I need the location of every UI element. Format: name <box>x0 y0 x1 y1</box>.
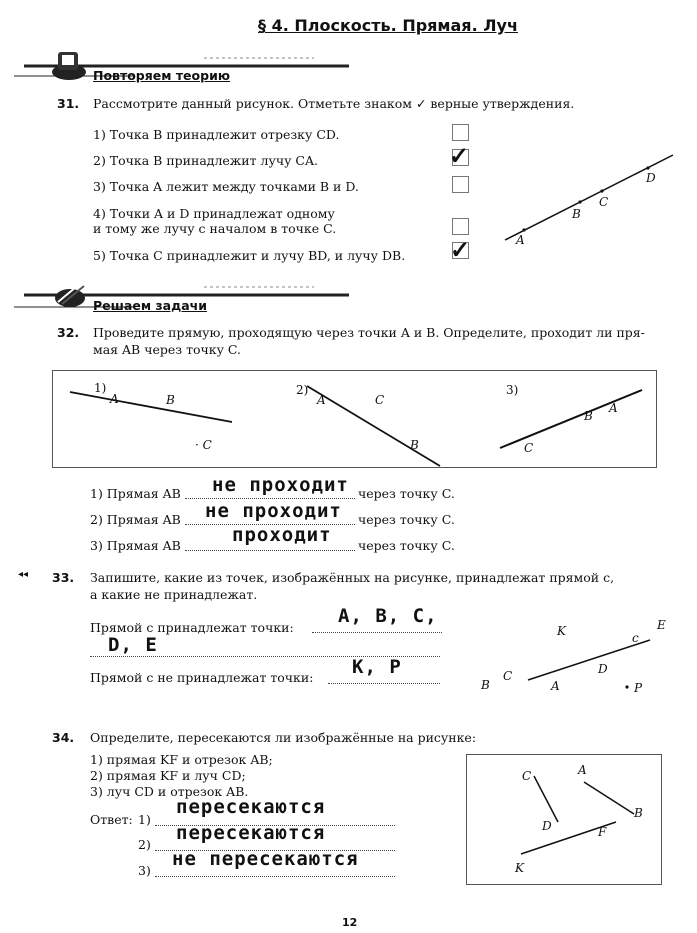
label-C: C <box>503 669 513 683</box>
task32-answer-2-prefix: 2) Прямая AB <box>90 512 181 527</box>
task34-number: 34. <box>52 730 75 745</box>
task33-belong-label: Прямой c принадлежат точки: <box>90 620 294 635</box>
label-F: F <box>598 825 607 839</box>
page-number: 12 <box>342 916 358 929</box>
task31-statement-4b: и тому же лучу с началом в точке C. <box>93 221 337 236</box>
task34-item-2: 2) прямая KF и луч CD; <box>90 768 246 783</box>
task33-prompt-1: Запишите, какие из точек, изображённых на рисунке, принадлежат прямой c, <box>90 570 615 585</box>
fig1-B: B <box>166 393 175 407</box>
label-K: K <box>515 861 524 875</box>
ray-CD <box>534 776 558 822</box>
label-c: c <box>632 631 639 645</box>
task32-answer-2-suffix: через точку C. <box>358 512 455 527</box>
point-C <box>600 189 603 192</box>
fig1-A: A <box>110 392 119 406</box>
checkbox-3[interactable] <box>452 176 469 193</box>
label-E: E <box>657 618 666 632</box>
fig1-label: 1) <box>94 381 107 395</box>
fig2-B: B <box>410 438 419 452</box>
task34-answer-2-num: 2) <box>138 837 151 852</box>
fig3-B: B <box>584 409 593 423</box>
task32-answer-3-handwritten: проходит <box>232 524 332 546</box>
label-B: B <box>481 678 490 692</box>
line-c <box>528 640 650 680</box>
book-icon <box>50 46 88 86</box>
task34-answer-line-3[interactable] <box>155 876 395 877</box>
label-D: D <box>542 819 552 833</box>
point-B <box>578 200 581 203</box>
task32-prompt-2: мая AB через точку C. <box>93 342 242 357</box>
not-belong-line[interactable] <box>328 683 440 684</box>
point-D <box>646 166 649 169</box>
task32-answer-1-handwritten: не проходит <box>212 474 349 496</box>
checkbox-1[interactable] <box>452 124 469 141</box>
task33-number: 33. <box>52 570 75 585</box>
task34-answer-1-num: 1) <box>138 812 151 827</box>
task31-number: 31. <box>57 96 80 111</box>
task31-prompt: Рассмотрите данный рисунок. Отметьте знаком ✓ верные утверждения. <box>93 96 575 111</box>
fig1-C: · C <box>195 438 212 452</box>
label-B: B <box>634 806 643 820</box>
task34-answer-3-num: 3) <box>138 863 151 878</box>
label-P: P <box>634 681 643 695</box>
task33-figure <box>470 612 685 707</box>
answer-line-1[interactable] <box>185 498 355 499</box>
task34-answer-3-handwritten: не пересекаются <box>172 848 359 870</box>
task32-answer-3-suffix: через точку C. <box>358 538 455 553</box>
label-B: B <box>572 207 581 221</box>
belong-line-1[interactable] <box>312 632 442 633</box>
task33-belong-handwritten-1: A, B, C, <box>338 605 438 627</box>
task34-item-3: 3) луч CD и отрезок AB. <box>90 784 249 799</box>
fig2-A: A <box>317 393 326 407</box>
label-C: C <box>522 769 532 783</box>
task32-answer-3-prefix: 3) Прямая AB <box>90 538 181 553</box>
task31-statement-5: 5) Точка C принадлежит и лучу BD, и лучу DB. <box>93 248 406 263</box>
task31-figure <box>490 140 690 260</box>
task32-number: 32. <box>57 325 80 340</box>
section-theory-label: Повторяем теорию <box>93 68 230 83</box>
task34-answer-label: Ответ: <box>90 812 133 827</box>
label-C: C <box>599 195 609 209</box>
label-A: A <box>516 233 525 247</box>
task34-answer-1-handwritten: пересекаются <box>176 796 326 818</box>
fig3-C: C <box>524 441 534 455</box>
task31-statement-1: 1) Точка B принадлежит отрезку CD. <box>93 127 340 142</box>
label-D: D <box>598 662 608 676</box>
task31-statement-3: 3) Точка A лежит между точками B и D. <box>93 179 359 194</box>
task34-figure <box>466 754 662 885</box>
fig3-label: 3) <box>506 383 519 397</box>
label-A: A <box>578 763 587 777</box>
task34-prompt: Определите, пересекаются ли изображённые на рисунке: <box>90 730 477 745</box>
task33-not-belong-label: Прямой c не принадлежат точки: <box>90 670 314 685</box>
arrow-marker-icon: ◂◂ <box>18 569 29 580</box>
fig2-C: C <box>375 393 385 407</box>
check-mark-5: ✓ <box>450 235 471 264</box>
pen-icon <box>52 276 88 314</box>
task32-prompt-1: Проведите прямую, проходящую через точки A и B. Определите, проходит ли пря- <box>93 325 645 340</box>
task33-not-belong-handwritten: K, P <box>352 656 402 678</box>
task31-statement-2: 2) Точка B принадлежит лучу CA. <box>93 153 318 168</box>
segment-AB <box>584 782 634 814</box>
check-mark-2: ✓ <box>449 141 470 170</box>
label-K: K <box>557 624 566 638</box>
fig3-A: A <box>609 401 618 415</box>
task33-prompt-2: а какие не принадлежат. <box>90 587 258 602</box>
point-A <box>522 228 525 231</box>
task32-answer-2-handwritten: не проходит <box>205 500 342 522</box>
task33-belong-handwritten-2: D, E <box>108 634 158 656</box>
task32-answer-1-prefix: 1) Прямая AB <box>90 486 181 501</box>
task32-figures <box>52 370 657 468</box>
page-title: § 4. Плоскость. Прямая. Луч <box>258 16 518 35</box>
task31-statement-4a: 4) Точки A и D принадлежат одному <box>93 206 335 221</box>
answer-line-3[interactable] <box>185 550 355 551</box>
label-A: A <box>551 679 560 693</box>
task34-answer-2-handwritten: пересекаются <box>176 822 326 844</box>
task32-answer-1-suffix: через точку C. <box>358 486 455 501</box>
checkbox-4[interactable] <box>452 218 469 235</box>
label-D: D <box>646 171 656 185</box>
fig2-label: 2) <box>296 383 309 397</box>
task34-item-1: 1) прямая KF и отрезок AB; <box>90 752 273 767</box>
section-tasks-label: Решаем задачи <box>93 298 207 313</box>
